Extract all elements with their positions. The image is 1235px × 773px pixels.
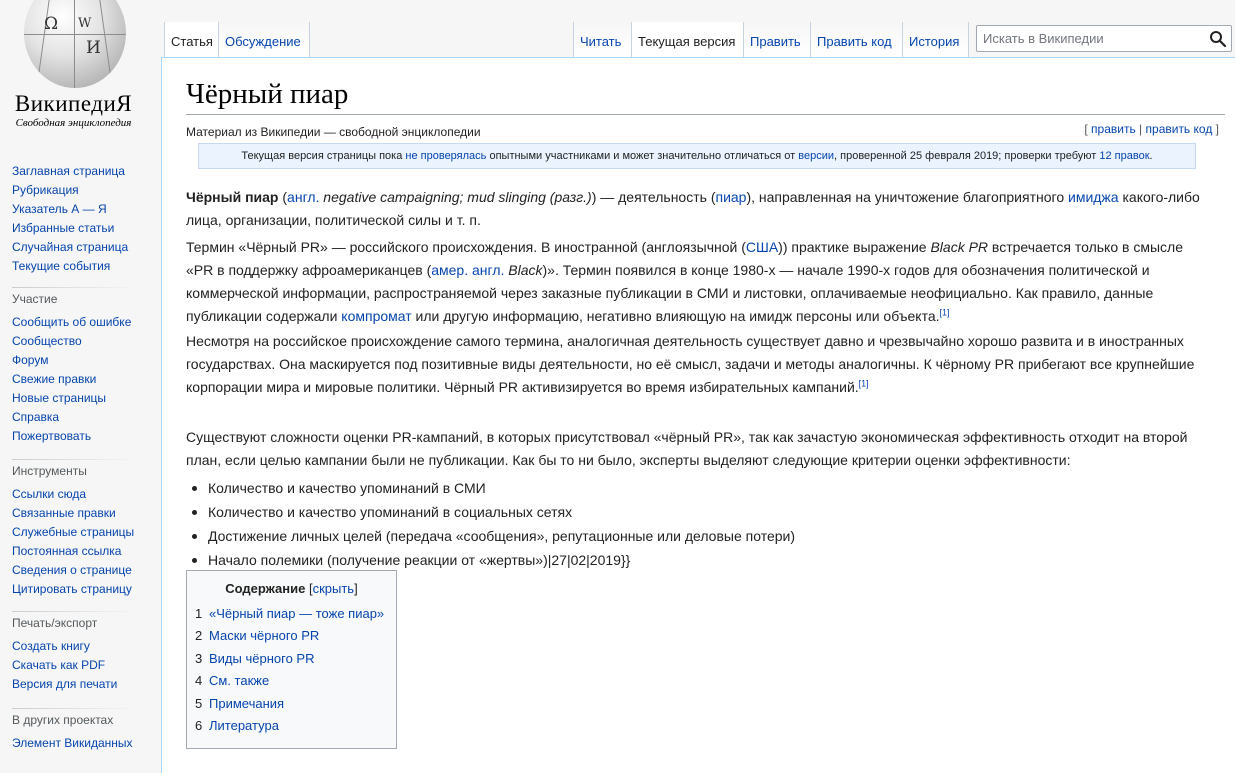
notice-text: Текущая версия страницы пока	[241, 150, 406, 162]
text: Термин «Чёрный PR» — российского происхождения. В иностранной (англоязычной (	[186, 239, 746, 255]
amer-eng-link[interactable]: амер. англ.	[431, 262, 505, 278]
sidebar-item-categories[interactable]: Рубрикация	[12, 183, 79, 197]
sidebar-heading-print: Печать/экспорт	[12, 616, 98, 630]
toc-link[interactable]: См. также	[209, 673, 270, 689]
toc-title: Содержание	[225, 581, 306, 596]
bracket: ]	[1212, 122, 1219, 136]
sidebar-item-page-info[interactable]: Сведения о странице	[12, 563, 132, 577]
tab-label: Статья	[171, 34, 213, 49]
italic-text: Black	[504, 262, 543, 278]
sidebar-item-what-links-here[interactable]: Ссылки сюда	[12, 487, 86, 501]
sidebar-item-current-events[interactable]: Текущие события	[12, 259, 111, 273]
table-of-contents	[186, 570, 397, 749]
text: ), направленная на уничтожение благоприятного	[746, 189, 1068, 205]
bracket: [	[305, 581, 313, 596]
sidebar-item-help[interactable]: Справка	[12, 410, 60, 424]
italic-text: Black PR	[930, 239, 989, 255]
paragraph-term	[186, 236, 1206, 328]
edit-link[interactable]: править	[1091, 122, 1136, 136]
text: встречается только в смысле «PR в поддержку афроамериканцев (	[186, 239, 1183, 278]
tab-edit-source[interactable]	[810, 22, 902, 57]
text: )». Термин появился в конце 1980-х — начале 1990-х годов для обозначения политической и коммерческой информации, распространяемой через заказные публикации в СМИ и листовки, оплачиваемые неофициально. Как правило, данные публикации содержали	[186, 262, 1154, 324]
toc-item[interactable]	[195, 717, 384, 739]
sidebar-heading-tools: Инструменты	[12, 464, 87, 478]
toc-link[interactable]: Маски чёрного PR	[209, 628, 320, 644]
notice-text: опытными участниками и может значительно отличаться от	[486, 150, 799, 162]
tab-article[interactable]	[164, 22, 218, 57]
text: ) — деятельность (	[591, 189, 716, 205]
logo-glyph: W	[78, 16, 92, 31]
italic-text: negative campaigning; mud slinging (разг.)	[319, 189, 592, 205]
sidebar-item-index[interactable]: Указатель А — Я	[12, 202, 107, 216]
lang-link[interactable]: англ.	[287, 189, 320, 205]
kompromat-link[interactable]: компромат	[341, 308, 412, 324]
toc-header	[187, 581, 396, 596]
toc-item[interactable]	[195, 627, 384, 649]
toc-item[interactable]	[195, 672, 384, 694]
sidebar-item-random[interactable]: Случайная страница	[12, 240, 129, 254]
sidebar-item-create-book[interactable]: Создать книгу	[12, 639, 90, 653]
sidebar-divider	[12, 708, 138, 709]
sidebar-item-permanent-link[interactable]: Постоянная ссылка	[12, 544, 122, 558]
sidebar-item-recent-changes[interactable]: Свежие правки	[12, 372, 97, 386]
sidebar-print	[12, 616, 157, 694]
sidebar-item-community[interactable]: Сообщество	[12, 334, 82, 348]
logo-glyph: Ω	[44, 14, 59, 34]
list-item: Количество и качество упоминаний в СМИ	[208, 476, 1208, 500]
tab-label: Обсуждение	[225, 34, 301, 49]
pending-edits-link[interactable]: 12 правок	[1099, 150, 1150, 162]
page-title: Чёрный пиар	[186, 78, 349, 110]
tab-current-version[interactable]	[631, 22, 743, 57]
text: какого-либо лица, организации, политической силы и т. п.	[186, 189, 1200, 228]
toc-number: 5	[195, 695, 203, 711]
notice-text: .	[1149, 150, 1153, 162]
not-reviewed-link[interactable]: не проверялась	[405, 150, 487, 162]
toc-item[interactable]	[195, 605, 384, 627]
tab-label: Текущая версия	[638, 34, 736, 49]
toc-toggle-link[interactable]: скрыть	[312, 581, 355, 596]
toc-item[interactable]	[195, 650, 384, 672]
separator: |	[1135, 122, 1146, 136]
list-item: Начало полемики (получение реакции от «жертвы»)|27|02|2019}}	[208, 548, 1208, 572]
tab-read[interactable]	[573, 22, 631, 57]
page-tabs-bar	[160, 0, 1235, 57]
sidebar-item-new-pages[interactable]: Новые страницы	[12, 391, 107, 405]
list-item: Количество и качество упоминаний в социальных сетях	[208, 500, 1208, 524]
text: или другую информацию, негативно влияющую на имидж персоны или объекта.	[411, 308, 940, 324]
tab-talk[interactable]	[218, 22, 310, 57]
sidebar-item-special-pages[interactable]: Служебные страницы	[12, 525, 135, 539]
sidebar-divider	[12, 287, 138, 288]
toc-link[interactable]: «Чёрный пиар — тоже пиар»	[209, 606, 385, 621]
sidebar-divider	[12, 459, 138, 460]
sidebar-item-main-page[interactable]: Заглавная страница	[12, 164, 125, 178]
toc-number: 2	[195, 628, 203, 644]
logo-glyph: И	[86, 38, 101, 58]
bracket: [	[1084, 122, 1092, 136]
toc-list	[195, 605, 384, 739]
sidebar-divider	[12, 611, 138, 612]
toc-number: 3	[195, 650, 203, 666]
sidebar-tools	[12, 464, 157, 599]
sidebar-item-report-error[interactable]: Сообщить об ошибке	[12, 315, 132, 329]
sidebar-item-donate[interactable]: Пожертвовать	[12, 429, 92, 443]
sidebar-heading-other-projects: В других проектах	[12, 713, 114, 727]
edit-links	[1084, 122, 1219, 136]
toc-item[interactable]	[195, 695, 384, 717]
sidebar-item-printable[interactable]: Версия для печати	[12, 677, 118, 691]
site-subtitle: Материал из Википедии — свободной энциклопедии	[186, 125, 481, 139]
notice-text: , проверенной 25 февраля 2019; проверки требуют	[834, 150, 1100, 162]
tab-label: Править	[750, 34, 801, 49]
sidebar-item-forum[interactable]: Форум	[12, 353, 49, 367]
usa-link[interactable]: США	[745, 239, 779, 255]
sidebar-item-wikidata[interactable]: Элемент Викиданных	[12, 736, 133, 750]
article-content	[161, 57, 1235, 773]
edit-source-link[interactable]: править код	[1145, 122, 1213, 136]
criteria-list	[186, 476, 1208, 572]
tab-label: Читать	[580, 34, 622, 49]
toc-number: 6	[195, 717, 203, 733]
tab-edit[interactable]	[743, 22, 810, 57]
image-link[interactable]: имиджа	[1068, 189, 1119, 205]
sidebar-participation	[12, 292, 157, 446]
search-input[interactable]	[977, 26, 1209, 51]
sidebar-other-projects	[12, 713, 157, 753]
bracket: ]	[354, 581, 358, 596]
flagged-revision-notice	[198, 143, 1196, 169]
tab-label: История	[909, 34, 960, 49]
sidebar-item-download-pdf[interactable]: Скачать как PDF	[12, 658, 106, 672]
sidebar-item-related-changes[interactable]: Связанные правки	[12, 506, 116, 520]
sidebar-heading-participation: Участие	[12, 292, 58, 306]
toc-link[interactable]: Примечания	[209, 695, 285, 711]
puzzle-globe-icon	[24, 0, 126, 88]
paragraph-history	[186, 330, 1206, 399]
wikipedia-logo[interactable]	[0, 0, 160, 140]
pr-link[interactable]: пиар	[715, 189, 747, 205]
paragraph-intro	[186, 186, 1206, 232]
reference-link[interactable]: [1]	[939, 307, 950, 318]
sidebar-navigation	[12, 162, 157, 276]
text: Несмотря на российское происхождение самого термина, аналогичная деятельность существует давно и чрезвычайно хорошо развита и в иностранных государствах. Она маскируется под позитивные виды деятельности, но её смысл, задачи и методы аналогичны. К чёрному PR прибегают все крупнейшие корпорации мира и мировые политики. Чёрный PR активизируется во время избирательных кампаний.	[186, 333, 1195, 395]
text: (	[278, 189, 288, 205]
text: )) практике выражение	[778, 239, 931, 255]
paragraph-criteria: Существуют сложности оценки PR-кампаний, в которых присутствовал «чёрный PR», так как зачастую экономическая эффективность отходит на второй план, если целью кампании были не публикации. Как бы то ни было, эксперты выделяют следующие критерии оценки эффективности:	[186, 429, 1188, 468]
tab-label: Править код	[817, 34, 892, 49]
sidebar-item-featured[interactable]: Избранные статьи	[12, 221, 115, 235]
reference-link[interactable]: [1]	[858, 378, 869, 389]
toc-number: 1	[195, 606, 203, 621]
search-icon[interactable]	[1209, 30, 1227, 48]
tab-history[interactable]	[902, 22, 969, 57]
toc-link[interactable]: Виды чёрного PR	[209, 650, 315, 666]
search-box	[976, 25, 1232, 52]
list-item: Достижение личных целей (передача «сообщения», репутационные или деловые потери)	[208, 524, 1208, 548]
version-link[interactable]: версии	[798, 150, 835, 162]
title-divider	[186, 114, 1225, 115]
wikipedia-tagline: Свободная энциклопедия	[15, 117, 132, 129]
toc-link[interactable]: Литература	[209, 717, 279, 733]
toc-number: 4	[195, 673, 203, 689]
sidebar-item-cite[interactable]: Цитировать страницу	[12, 582, 132, 596]
bold-term: Чёрный пиар	[186, 189, 279, 205]
wikipedia-wordmark: ВикипедиЯ	[14, 91, 133, 116]
